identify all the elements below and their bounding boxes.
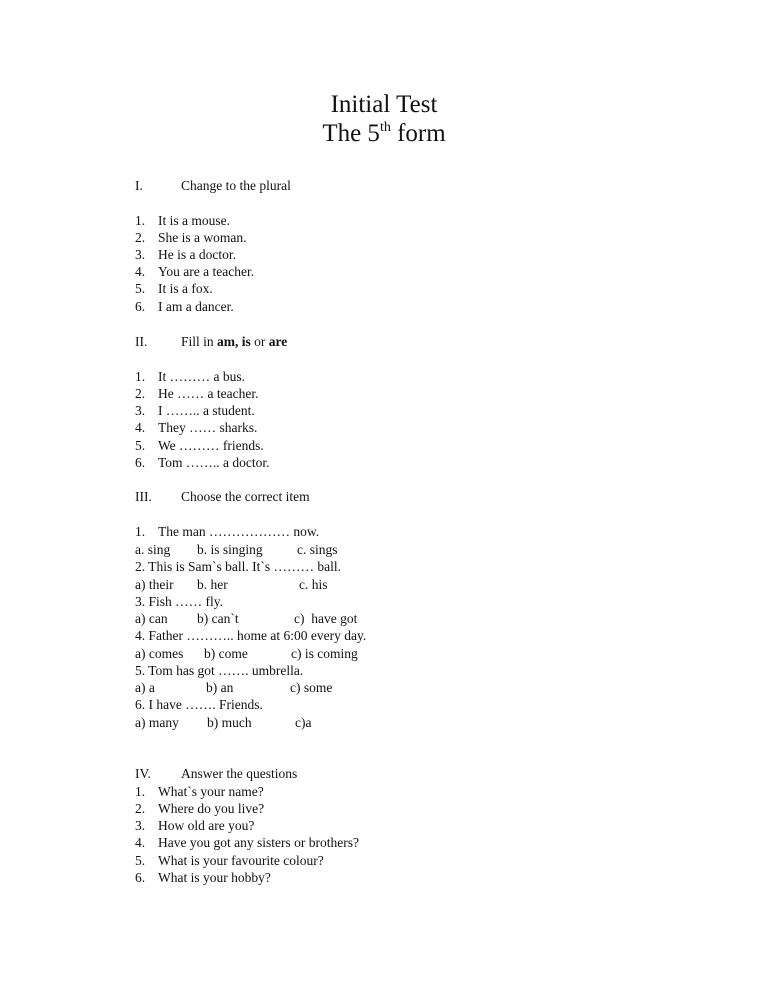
list-item: 2. Where do you live? [135, 801, 265, 816]
question-5: 5. Tom has got ……. umbrella. [135, 663, 304, 678]
option: c)a [295, 715, 312, 730]
option: a) their [135, 577, 174, 592]
list-item: 3. I …….. a student. [135, 403, 255, 418]
list-item: 1. What`s your name? [135, 784, 264, 799]
option: b) come [204, 646, 248, 661]
section-4-heading: IV. Answer the questions [135, 766, 298, 781]
list-item: 5. We ……… friends. [135, 438, 264, 453]
list-item: 2. She is a woman. [135, 230, 247, 245]
question-3: 3. Fish …… fly. [135, 594, 224, 609]
list-item: 4. Have you got any sisters or brothers? [135, 835, 359, 850]
section-3-heading: III. Choose the correct item [135, 489, 310, 504]
list-item: 4. They …… sharks. [135, 420, 258, 435]
list-item: 3. How old are you? [135, 818, 255, 833]
question-6: 6. I have ……. Friends. [135, 697, 263, 712]
list-item: 2. He …… a teacher. [135, 386, 259, 401]
list-item: 1. It ……… a bus. [135, 369, 245, 384]
list-item: 1. It is a mouse. [135, 213, 230, 228]
option: c. his [299, 577, 328, 592]
section-1-heading: I. Change to the plural [135, 178, 291, 193]
option: a) can [135, 611, 168, 626]
option: c) some [290, 680, 333, 695]
option: c) is coming [291, 646, 358, 661]
option: c. sings [297, 542, 338, 557]
question-2: 2. This is Sam`s ball. It`s ……… ball. [135, 559, 341, 574]
section-2-heading: II. Fill in am, is or are [135, 334, 288, 349]
option: b. her [197, 577, 228, 592]
option: a) many [135, 715, 179, 730]
list-item: 5. It is a fox. [135, 281, 213, 296]
option: c) have got [294, 611, 358, 626]
list-item: 5. What is your favourite colour? [135, 853, 324, 868]
question-4: 4. Father ……….. home at 6:00 every day. [135, 628, 367, 643]
list-item: 6. I am a dancer. [135, 299, 234, 314]
list-item: 6. Tom …….. a doctor. [135, 455, 270, 470]
list-item: 4. You are a teacher. [135, 264, 255, 279]
option: b) can`t [197, 611, 239, 626]
option: b. is singing [197, 542, 263, 557]
page-subtitle: The 5th form [322, 120, 446, 147]
option: b) much [207, 715, 252, 730]
option: a. sing [135, 542, 171, 557]
page-title: Initial Test [330, 91, 438, 118]
list-item: 6. What is your hobby? [135, 870, 271, 885]
option: a) comes [135, 646, 184, 661]
question-1: 1. The man ……………… now. [135, 524, 320, 539]
list-item: 3. He is a doctor. [135, 247, 236, 262]
option: b) an [206, 680, 234, 695]
option: a) a [135, 680, 155, 695]
